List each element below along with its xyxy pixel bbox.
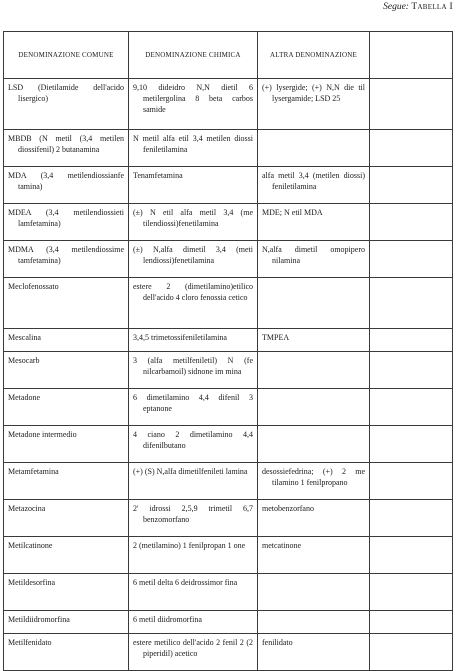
cell-extra: [370, 241, 453, 278]
cell-denominazione-chimica: [129, 329, 258, 352]
cell-denominazione-comune-text: Metadone intermedio: [8, 430, 77, 439]
header-cell-extra: [370, 32, 453, 79]
cell-denominazione-comune: [4, 426, 129, 463]
table-row: [4, 329, 453, 352]
cell-denominazione-chimica-text: estere metilico dell'acido 2 fenil 2 (2 piperidil) acetico: [133, 638, 253, 658]
cell-extra: [370, 611, 453, 634]
cell-extra: [370, 463, 453, 500]
cell-denominazione-chimica-text: 9,10 dideidro N,N dietil 6 metilergolina 8 beta carbos samide: [133, 83, 253, 114]
cell-extra: [370, 204, 453, 241]
cell-extra: [370, 574, 453, 611]
cell-denominazione-chimica: [129, 634, 258, 671]
cell-altra-denominazione: [258, 537, 370, 574]
cell-denominazione-chimica-text: (±) N etil alfa metil 3,4 (me tilendiossi)fenetilamina: [133, 208, 253, 228]
cell-denominazione-comune: [4, 204, 129, 241]
cell-denominazione-comune: [4, 278, 129, 329]
cell-denominazione-comune: [4, 500, 129, 537]
cell-extra: [370, 426, 453, 463]
cell-denominazione-chimica-text: (+) (S) N,alfa dimetilfenileti lamina: [133, 467, 248, 476]
cell-altra-denominazione-text: fenilidato: [262, 638, 293, 647]
cell-denominazione-comune-text: Mesocarb: [8, 356, 40, 365]
cell-denominazione-chimica: [129, 389, 258, 426]
cell-denominazione-chimica-text: estere 2 (dimetilamino)etilico dell'acido 4 cloro fenossia cetico: [133, 282, 253, 302]
cell-extra: [370, 130, 453, 167]
table-row: [4, 426, 453, 463]
cell-denominazione-chimica-text: 3 (alfa metilfeniletil) N (fe nilcarbamoil) sidnone im mina: [133, 356, 253, 376]
cell-denominazione-chimica: [129, 130, 258, 167]
cell-denominazione-chimica: [129, 79, 258, 130]
cell-denominazione-comune: [4, 537, 129, 574]
cell-denominazione-comune: [4, 241, 129, 278]
cell-denominazione-comune-text: MDEA (3,4 metilendiossieti lamfetamina): [8, 208, 124, 228]
cell-extra: [370, 79, 453, 130]
cell-denominazione-comune: [4, 611, 129, 634]
cell-extra: [370, 634, 453, 671]
substances-table: [3, 31, 453, 671]
cell-denominazione-chimica: [129, 204, 258, 241]
cell-denominazione-chimica-text: 2' idrossi 2,5,9 trimetil 6,7 benzomorfano: [133, 504, 253, 524]
table-row: [4, 204, 453, 241]
cell-denominazione-comune: [4, 463, 129, 500]
cell-denominazione-comune: [4, 389, 129, 426]
cell-altra-denominazione: [258, 241, 370, 278]
cell-altra-denominazione: [258, 130, 370, 167]
table-row: [4, 389, 453, 426]
cell-extra: [370, 329, 453, 352]
continued-label: Segue:: [383, 2, 409, 12]
table-row: [4, 574, 453, 611]
cell-denominazione-comune-text: Metilcatinone: [8, 541, 53, 550]
cell-denominazione-chimica-text: N metil alfa etil 3,4 metilen diossi feniletilamina: [133, 134, 253, 154]
cell-altra-denominazione: [258, 426, 370, 463]
cell-denominazione-chimica: [129, 352, 258, 389]
cell-altra-denominazione-text: metobenzorfano: [262, 504, 314, 513]
cell-denominazione-comune-text: Metadone: [8, 393, 40, 402]
cell-denominazione-comune: [4, 130, 129, 167]
cell-denominazione-comune-text: Meclofenossato: [8, 282, 59, 291]
cell-denominazione-comune-text: Metazocina: [8, 504, 46, 513]
cell-altra-denominazione: [258, 79, 370, 130]
cell-altra-denominazione-text: N,alfa dimetil omopipero nilamina: [262, 245, 365, 265]
header-cell-denominazione-chimica: DENOMINAZIONE CHIMICA: [129, 32, 258, 79]
table-row: [4, 278, 453, 329]
cell-denominazione-chimica: [129, 278, 258, 329]
cell-extra: [370, 389, 453, 426]
cell-denominazione-chimica-text: 4 ciano 2 dimetilamino 4,4 difenilbutano: [133, 430, 253, 450]
header-cell-denominazione-comune: DENOMINAZIONE COMUNE: [4, 32, 129, 79]
cell-denominazione-chimica: [129, 574, 258, 611]
cell-denominazione-comune: [4, 167, 129, 204]
cell-extra: [370, 537, 453, 574]
cell-denominazione-comune: [4, 352, 129, 389]
cell-denominazione-comune: [4, 574, 129, 611]
cell-denominazione-chimica: [129, 537, 258, 574]
cell-altra-denominazione: [258, 329, 370, 352]
cell-extra: [370, 278, 453, 329]
cell-denominazione-chimica-text: 6 metil diidromorfina: [133, 615, 202, 624]
cell-altra-denominazione: [258, 204, 370, 241]
table-row: [4, 611, 453, 634]
cell-denominazione-chimica: [129, 167, 258, 204]
cell-denominazione-comune: [4, 329, 129, 352]
cell-denominazione-comune-text: Metilfenidato: [8, 638, 52, 647]
cell-altra-denominazione: [258, 352, 370, 389]
cell-denominazione-chimica-text: 6 dimetilamino 4,4 difenil 3 eptanone: [133, 393, 253, 413]
header-cell-altra-denominazione: ALTRA DENOMINAZIONE: [258, 32, 370, 79]
cell-altra-denominazione: [258, 389, 370, 426]
cell-denominazione-chimica: [129, 241, 258, 278]
cell-extra: [370, 500, 453, 537]
table-row: [4, 352, 453, 389]
cell-denominazione-comune-text: MDA (3,4 metilendiossianfe tamina): [8, 171, 124, 191]
running-header: [383, 2, 453, 12]
cell-denominazione-chimica-text: 2 (metilamino) 1 fenilpropan 1 one: [133, 541, 246, 550]
cell-denominazione-comune-text: Metildiidromorfina: [8, 615, 70, 624]
cell-altra-denominazione-text: desossiefedrina; (+) 2 me tilamino 1 fenilpropano: [262, 467, 365, 487]
cell-denominazione-comune-text: MBDB (N metil (3,4 metilen diossifenil) 2 butanamina: [8, 134, 124, 154]
cell-altra-denominazione: [258, 278, 370, 329]
cell-denominazione-comune-text: Metildesorfina: [8, 578, 56, 587]
table-row: [4, 500, 453, 537]
cell-denominazione-comune-text: LSD (Dietilamide dell'acido lisergico): [8, 83, 124, 103]
cell-altra-denominazione: [258, 634, 370, 671]
cell-extra: [370, 352, 453, 389]
cell-altra-denominazione: [258, 463, 370, 500]
cell-denominazione-comune-text: Metamfetamina: [8, 467, 59, 476]
cell-extra: [370, 167, 453, 204]
table-row: [4, 79, 453, 130]
cell-altra-denominazione: [258, 611, 370, 634]
table-row: [4, 241, 453, 278]
table-row: [4, 463, 453, 500]
cell-denominazione-chimica: [129, 500, 258, 537]
cell-denominazione-chimica-text: 6 metil delta 6 deidrossimor fina: [133, 578, 238, 587]
table-row: [4, 167, 453, 204]
cell-denominazione-chimica: [129, 611, 258, 634]
cell-altra-denominazione-text: (+) lysergide; (+) N,N die til lysergamide; LSD 25: [262, 83, 365, 103]
cell-denominazione-chimica-text: 3,4,5 trimetossifeniletilamina: [133, 333, 227, 342]
cell-altra-denominazione: [258, 500, 370, 537]
cell-altra-denominazione-text: alfa metil 3,4 (metilen diossi) feniletilamina: [262, 171, 365, 191]
cell-denominazione-comune: [4, 634, 129, 671]
cell-altra-denominazione: [258, 574, 370, 611]
cell-denominazione-comune-text: Mescalina: [8, 333, 41, 342]
table-row: [4, 130, 453, 167]
table-header-row: [4, 32, 453, 79]
cell-altra-denominazione-text: MDE; N etil MDA: [262, 208, 323, 217]
cell-denominazione-chimica: [129, 463, 258, 500]
table-row: [4, 634, 453, 671]
cell-denominazione-comune: [4, 79, 129, 130]
cell-denominazione-chimica-text: (±) N,alfa dimetil 3,4 (meti lendiossi)fenetilamina: [133, 245, 253, 265]
cell-denominazione-comune-text: MDMA (3,4 metilendiossime tamfetamina): [8, 245, 124, 265]
table-row: [4, 537, 453, 574]
table-label: Tabella I: [411, 2, 453, 12]
cell-denominazione-chimica-text: Tenamfetamina: [133, 171, 183, 180]
cell-altra-denominazione-text: TMPEA: [262, 333, 290, 342]
cell-denominazione-chimica: [129, 426, 258, 463]
cell-altra-denominazione-text: metcatinone: [262, 541, 302, 550]
cell-altra-denominazione: [258, 167, 370, 204]
